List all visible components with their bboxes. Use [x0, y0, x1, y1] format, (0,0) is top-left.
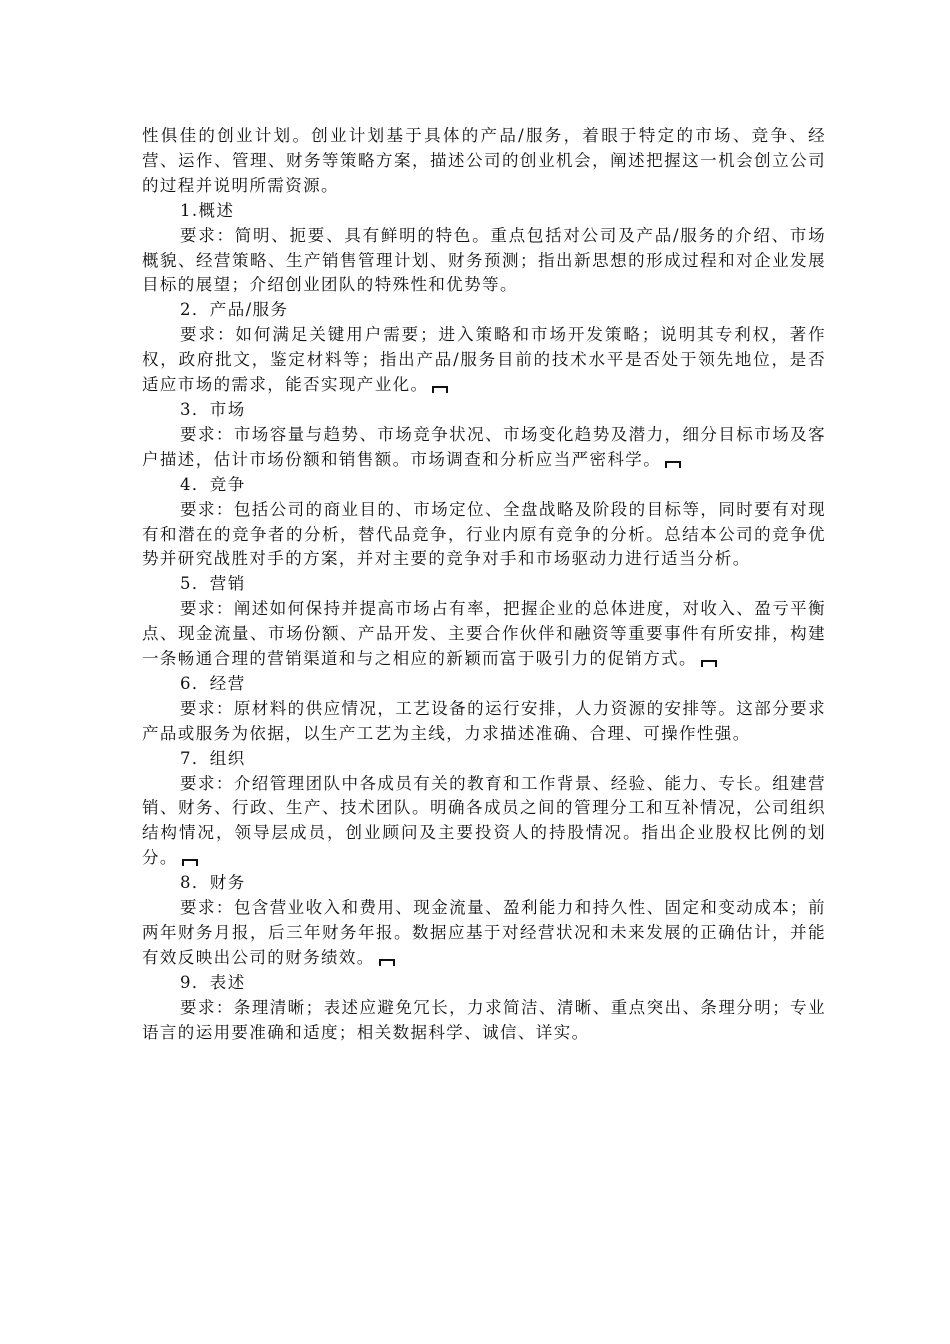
- section-body-overview-text: 要求：简明、扼要、具有鲜明的特色。重点包括对公司及产品/服务的介绍、市场概貌、经营策略、生产销售管理计划、财务预测；指出新思想的形成过程和对企业发展目标的展望；介绍创业团队的特殊性和优势等。: [142, 225, 826, 295]
- section-body-organization: [142, 772, 826, 872]
- section-heading-market: 3．市场: [180, 399, 246, 419]
- section-heading-marketing: 5．营销: [180, 574, 246, 594]
- section-body-organization-text: 要求：介绍管理团队中各成员有关的教育和工作背景、经验、能力、专长。组建营销、财务、行政、生产、技术团队。明确各成员之间的管理分工和互补情况，公司组织结构情况，领导层成员，创业顾问及主要投资人的持股情况。指出企业股权比例的划分。: [142, 773, 826, 868]
- section-body-competition-text: 要求：包括公司的商业目的、市场定位、全盘战略及阶段的目标等，同时要有对现有和潜在的竞争者的分析，替代品竞争，行业内原有竞争的分析。总结本公司的竞争优势并研究战胜对手的方案，并对主要的竞争对手和市场驱动力进行适当分析。: [142, 499, 826, 569]
- section-body-product: [142, 323, 826, 398]
- section-body-overview: [142, 224, 826, 299]
- section-heading-expression: 9．表述: [180, 972, 246, 992]
- paragraph-break-mark-icon: [379, 957, 395, 966]
- section-body-expression: [142, 996, 826, 1046]
- intro-paragraph: 性俱佳的创业计划。创业计划基于具体的产品/服务，着眼于特定的市场、竞争、经营、运作、管理、财务等策略方案，描述公司的创业机会，阐述把握这一机会创立公司的过程并说明所需资源。: [142, 126, 826, 195]
- section-body-finance: [142, 896, 826, 971]
- section-body-operations-text: 要求：原材料的供应情况，工艺设备的运行安排，人力资源的安排等。这部分要求产品或服务为依据，以生产工艺为主线，力求描述准确、合理、可操作性强。: [142, 698, 826, 743]
- paragraph-break-mark-icon: [701, 658, 717, 667]
- section-body-competition: [142, 498, 826, 573]
- section-body-marketing: [142, 597, 826, 672]
- section-heading-operations: 6．经营: [180, 673, 246, 693]
- paragraph-break-mark-icon: [432, 384, 448, 393]
- paragraph-break-mark-icon: [665, 459, 681, 468]
- paragraph-break-mark-icon: [182, 857, 198, 866]
- document-page: [142, 124, 826, 1046]
- section-heading-competition: 4．竞争: [180, 474, 246, 494]
- section-heading-finance: 8．财务: [180, 873, 246, 893]
- section-body-market: [142, 423, 826, 473]
- section-heading-organization: 7．组织: [180, 748, 246, 768]
- section-heading-overview: 1.概述: [180, 200, 235, 220]
- section-body-marketing-text: 要求：阐述如何保持并提高市场占有率，把握企业的总体进度，对收入、盈亏平衡点、现金流量、市场份额、产品开发、主要合作伙伴和融资等重要事件有所安排，构建一条畅通合理的营销渠道和与之相应的新颖而富于吸引力的促销方式。: [142, 599, 826, 669]
- section-body-market-text: 要求：市场容量与趋势、市场竞争状况、市场变化趋势及潜力，细分目标市场及客户描述，估计市场份额和销售额。市场调查和分析应当严密科学。: [142, 424, 826, 469]
- section-heading-product: 2．产品/服务: [180, 300, 289, 320]
- section-body-product-text: 要求：如何满足关键用户需要；进入策略和市场开发策略；说明其专利权，著作权，政府批文，鉴定材料等；指出产品/服务目前的技术水平是否处于领先地位，是否适应市场的需求，能否实现产业化。: [142, 325, 826, 395]
- section-body-finance-text: 要求：包含营业收入和费用、现金流量、盈利能力和持久性、固定和变动成本；前两年财务月报，后三年财务年报。数据应基于对经营状况和未来发展的正确估计，并能有效反映出公司的财务绩效。: [142, 898, 826, 967]
- section-body-expression-text: 要求：条理清晰；表述应避免冗长，力求简洁、清晰、重点突出、条理分明；专业语言的运用要准确和适度；相关数据科学、诚信、详实。: [142, 997, 826, 1042]
- section-body-operations: [142, 697, 826, 747]
